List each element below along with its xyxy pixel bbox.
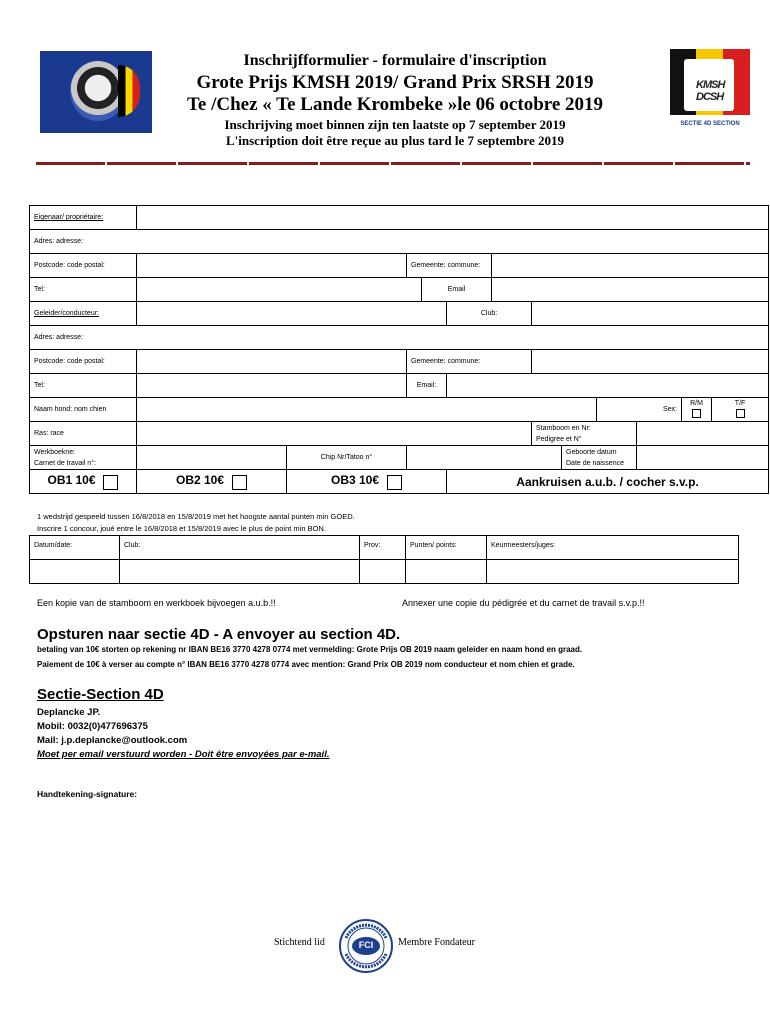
entry-club-input[interactable] — [120, 560, 360, 584]
send-heading: Opsturen naar sectie 4D - A envoyer au section 4D. — [37, 626, 401, 643]
handler-address-label: Adres: adresse: — [34, 334, 84, 341]
email-note: Moet per email verstuurd worden - Doit être envoyées par e-mail. — [37, 749, 330, 760]
ob1-cell — [30, 470, 137, 494]
tick-note-cell — [447, 470, 769, 494]
col-points: Punten/ points: — [406, 536, 487, 560]
workbook-label-nl: Werkboekne: — [34, 448, 76, 456]
ob2-label: OB2 10€ — [176, 473, 225, 488]
handler-postcode-input[interactable] — [137, 350, 407, 374]
event-title: Grote Prijs KMSH 2019/ Grand Prix SRSH 2019 — [196, 72, 594, 93]
fci-logo — [336, 918, 396, 974]
ob3-cell — [287, 470, 447, 494]
owner-input[interactable] — [137, 206, 769, 230]
handler-tel-label: Tel: — [30, 374, 137, 398]
ob3-label: OB3 10€ — [331, 473, 380, 488]
competition-note-fr: Inscrire 1 concour, joué entre le 16/8/2018 et 15/8/2019 avec le plus de point min BON. — [37, 524, 326, 533]
owner-municipality-label: Gemeente: commune: — [407, 254, 492, 278]
owner-postcode-row — [30, 254, 769, 278]
entry-date-input[interactable] — [30, 560, 120, 584]
handler-municipality-label: Gemeente: commune: — [407, 350, 532, 374]
deadline-fr: L'inscription doit être reçue au plus tard le 7 septembre 2019 — [226, 133, 564, 148]
entry-prov-input[interactable] — [360, 560, 406, 584]
ob1-checkbox[interactable] — [103, 475, 118, 490]
copy-note-nl: Een kopie van de stamboom en werkboek bijvoegen a.u.b.!! — [37, 598, 276, 608]
divider-line — [36, 162, 750, 165]
copy-note-fr: Annexer une copie du pédigrée et du carnet de travail s.v.p.!! — [402, 598, 645, 608]
right-logo-text: KMSH DCSH — [696, 79, 725, 103]
ob2-checkbox[interactable] — [232, 475, 247, 490]
pedigree-label-nl: Stamboom en Nr: — [536, 424, 591, 432]
founding-member-nl: Stichtend lid — [274, 937, 325, 948]
owner-tel-row — [30, 278, 769, 302]
handler-tel-row — [30, 374, 769, 398]
pedigree-label-fr: Pedigree et N° — [536, 435, 582, 443]
workbook-row — [30, 446, 769, 470]
handler-input[interactable] — [137, 302, 447, 326]
entry-judges-input[interactable] — [487, 560, 739, 584]
fci-logo-text: FCI — [358, 940, 374, 950]
registration-table — [29, 205, 769, 494]
birth-label — [562, 446, 637, 470]
birth-input[interactable] — [637, 446, 769, 470]
birth-label-fr: Date de naissence — [566, 459, 624, 467]
competition-note-nl: 1 wedstrijd gespeeld tussen 16/8/2018 en 15/8/2019 met het hoogste aantal punten min GOED. — [37, 512, 355, 521]
section-4d-logo — [670, 49, 750, 133]
sex-rm-cell — [682, 398, 712, 422]
belgian-flag-icon — [118, 65, 140, 117]
owner-address-label: Adres: adresse: — [34, 238, 84, 245]
owner-address-row — [30, 230, 769, 254]
handler-club-label: Club: — [447, 302, 532, 326]
dog-name-input[interactable] — [137, 398, 597, 422]
handler-email-label: Email: — [407, 374, 447, 398]
chip-label: Chip Nr/Tatoo n° — [287, 446, 407, 470]
chip-input[interactable] — [407, 446, 562, 470]
section-heading: Sectie-Section 4D — [37, 686, 164, 703]
form-title: Inschrijfformulier - formulaire d'inscription — [243, 52, 547, 69]
owner-tel-label: Tel: — [30, 278, 137, 302]
col-club: Club: — [120, 536, 360, 560]
ob3-checkbox[interactable] — [387, 475, 402, 490]
handler-row — [30, 302, 769, 326]
sex-tf-cell — [712, 398, 769, 422]
club-logo-left — [40, 51, 152, 133]
handler-tel-input[interactable] — [137, 374, 407, 398]
workbook-label-fr: Carnet de travail n°: — [34, 459, 96, 467]
event-location-date: Te /Chez « Te Lande Krombeke »le 06 octobre 2019 — [186, 94, 604, 115]
signature-area[interactable] — [37, 805, 337, 885]
entry-points-input[interactable] — [406, 560, 487, 584]
owner-postcode-label: Postcode: code postal: — [30, 254, 137, 278]
competition-header-row — [30, 536, 739, 560]
right-logo-caption: SECTIE 4D SECTION — [680, 121, 740, 127]
founding-member-fr: Membre Fondateur — [398, 937, 475, 948]
dog-name-label: Naam hond: nom chien — [30, 398, 137, 422]
handler-postcode-label: Postcode: code postal: — [30, 350, 137, 374]
contact-mobile: Mobil: 0032(0)477696375 — [37, 721, 148, 732]
owner-municipality-input[interactable] — [492, 254, 769, 278]
owner-address-field[interactable] — [30, 230, 769, 254]
dog-name-row — [30, 398, 769, 422]
owner-label: Eigenaar/ propriétaire: — [30, 206, 137, 230]
col-prov: Prov: — [360, 536, 406, 560]
tick-note: Aankruisen a.u.b. / cocher s.v.p. — [516, 474, 699, 489]
signature-label: Handtekening-signature: — [37, 789, 138, 799]
payment-nl: betaling van 10€ storten op rekening nr IBAN BE16 3770 4278 0774 met vermelding: Grote Prijs OB 2019 naam geleider en naam hond en graad. — [37, 645, 583, 654]
contact-mail: Mail: j.p.deplancke@outlook.com — [37, 735, 188, 746]
handler-municipality-input[interactable] — [532, 350, 769, 374]
breed-row — [30, 422, 769, 446]
col-judges: Keurmeesters/juges: — [487, 536, 739, 560]
workbook-input[interactable] — [137, 446, 287, 470]
handler-club-input[interactable] — [532, 302, 769, 326]
owner-email-label: Email — [422, 278, 492, 302]
handler-email-input[interactable] — [447, 374, 769, 398]
rm-checkbox[interactable] — [692, 409, 701, 418]
rm-label: R/M — [690, 400, 703, 408]
owner-email-input[interactable] — [492, 278, 769, 302]
col-date: Datum/date: — [30, 536, 120, 560]
handler-postcode-row — [30, 350, 769, 374]
tf-label: T/F — [734, 400, 746, 408]
payment-fr: Paiement de 10€ à verser au compte n° IBAN BE16 3770 4278 0774 avec mention: Grand Prix OB 2019 nom conducteur et nom chien et grade. — [37, 660, 575, 669]
competition-entry-row — [30, 560, 739, 584]
pedigree-input[interactable] — [637, 422, 769, 446]
pedigree-label — [532, 422, 637, 446]
breed-label: Ras: race — [30, 422, 137, 446]
handler-label: Geleider/conducteur: — [30, 302, 137, 326]
sex-label: Sex: — [597, 398, 682, 422]
birth-label-nl: Geboorte datum — [566, 448, 617, 456]
contact-name: Deplancke JP. — [37, 707, 101, 718]
handler-address-row — [30, 326, 769, 350]
competition-table — [29, 535, 739, 584]
owner-postcode-input[interactable] — [137, 254, 407, 278]
workbook-label — [30, 446, 137, 470]
class-row — [30, 470, 769, 494]
owner-row — [30, 206, 769, 230]
tf-checkbox[interactable] — [736, 409, 745, 418]
ob1-label: OB1 10€ — [47, 473, 96, 488]
handler-address-field[interactable] — [30, 326, 769, 350]
owner-tel-input[interactable] — [137, 278, 422, 302]
ob2-cell — [137, 470, 287, 494]
deadline-nl: Inschrijving moet binnen zijn ten laatste op 7 september 2019 — [224, 117, 566, 132]
breed-input[interactable] — [137, 422, 532, 446]
